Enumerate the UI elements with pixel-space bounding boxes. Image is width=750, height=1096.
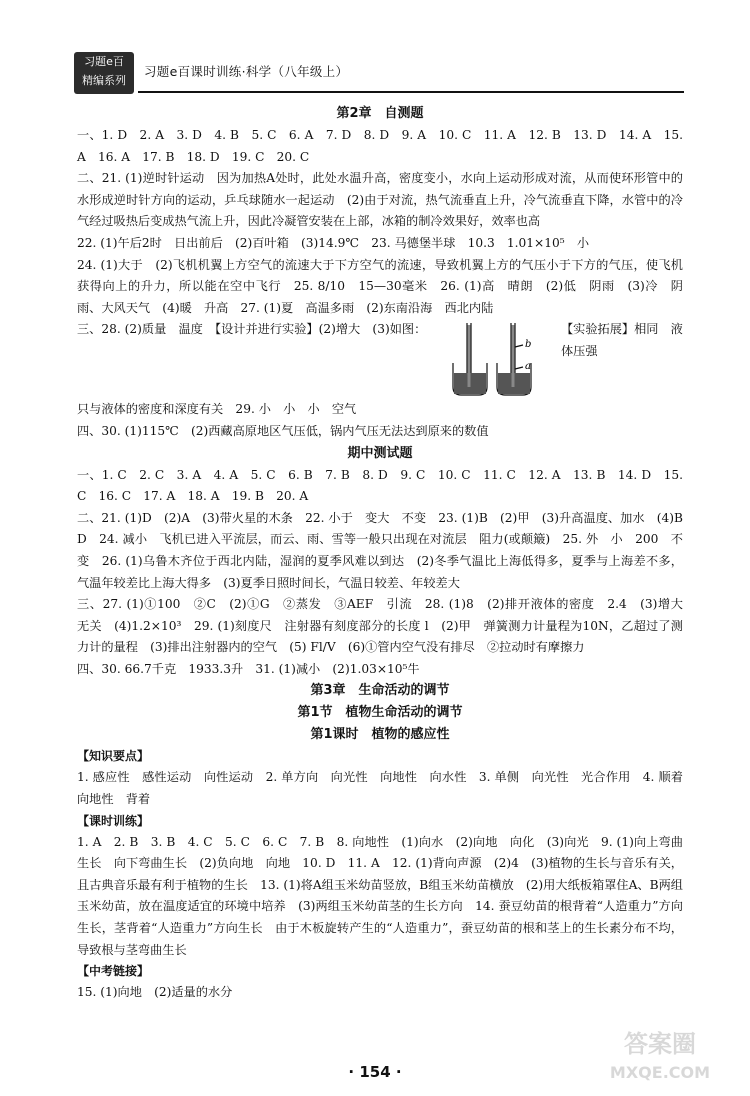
header-rule: [138, 91, 684, 93]
mid-section1: 一、1. C 2. C 3. A 4. A 5. C 6. B 7. B 8. D 9. C 10. C 11. C 12. A 13. B 14. D 15. C 16. C 17. A 18. A 19. B 20. A: [77, 467, 683, 504]
logo-line-1: 习题e百: [84, 55, 124, 68]
series-title: 习题e百课时训练·科学（八年级上）: [144, 64, 349, 79]
logo-line-2: 精编系列: [82, 74, 126, 87]
knowledge-points-tag: 【知识要点】: [77, 749, 150, 764]
chapter3-title: 第3章 生命活动的调节: [310, 683, 450, 699]
watermark-logo: [590, 1022, 730, 1086]
ch2-section1: 一、1. D 2. A 3. D 4. B 5. C 6. A 7. D 8. D 9. A 10. C 11. A 12. B 13. D 14. A 15. A 16. A 17. B 18. D 19. C 20. C: [77, 128, 683, 164]
lesson1-title: 第1课时 植物的感应性: [310, 727, 450, 743]
figure-label-b: b: [525, 339, 532, 351]
ch2-q28-row: [77, 319, 683, 399]
ch2-section2-q21: 二、21. (1)逆时针运动 因为加热A处时，此处水温升高，密度变小，水向上运动形成对流，从而使环形管中的水形成逆时针方向的运动，乒乓球随水一起运动 (2)由于对流，热气流垂直上升，冷气流垂直下降，水管中的冷气经过吸热后变成热气流上升，因此冷凝管安装在上部，冰箱的制冷效果好，效率也高: [77, 171, 683, 229]
page-number: · 154 ·: [348, 1063, 402, 1081]
ch2-q28-extension: 【实验拓展】相同 液体压强: [561, 322, 683, 358]
midterm-title: 期中测试题: [347, 445, 413, 461]
exam-link-text: 15. (1)向地 (2)适量的水分: [77, 985, 233, 1000]
exam-link-tag: 【中考链接】: [77, 964, 150, 979]
experiment-figure: [443, 323, 553, 399]
mid-section2: 二、21. (1)D (2)A (3)带火星的木条 22. 小于 变大 不变 23. (1)B (2)甲 (3)升高温度、加水 (4)BD 24. 减小 飞机已进入平流层，而云、雨、雪等一般只出现在对流层 阻力(或颠簸) 25. 外 小 200 不变 26. (1)乌鲁木齐位于西北内陆，湿润的夏季风难以到达 (2)冬季气温比上海低得多，夏季与上海差不多，气温年较差比上海大得多 (3)夏季日照时间长，气温日较差、年较差大: [77, 510, 683, 590]
section1-title: 第1节 植物生命活动的调节: [297, 705, 463, 721]
watermark-text-1: 答案圈: [624, 1030, 696, 1058]
page-header: [74, 52, 684, 96]
series-logo: [74, 52, 134, 94]
ch2-q28-cont-q29: 只与液体的密度和深度有关 29. 小 小 小 空气: [77, 402, 357, 417]
mid-section4: 四、30. 66.7千克 1933.3升 31. (1)减小 (2)1.03×10⁵牛: [77, 661, 420, 676]
ch2-q28-text: 三、28. (2)质量 温度 【设计并进行实验】(2)增大 (3)如图：: [77, 322, 427, 337]
ch2-q22-q23: 22. (1)午后2时 日出前后 (2)百叶箱 (3)14.9℃ 23. 马德堡半球 10.3 1.01×10⁵ 小: [77, 235, 590, 250]
answer-content: [77, 103, 696, 1004]
mid-section3: 三、27. (1)①100 ②C (2)①G ②蒸发 ③AEF 引流 28. (1)8 (2)排开液体的密度 2.4 (3)增大 无关 (4)1.2×10³ 29. (1)刻度尺 注射器有刻度部分的长度 l (2)甲 弹簧测力计量程为10N，乙超过了测力计的量程 (3)排出注射器内的空气 (5) Fl/V (6)①管内空气没有排尽 ②拉动时有摩擦力: [77, 597, 696, 655]
figure-label-a: a: [525, 361, 531, 373]
knowledge-points-text: 1. 感应性 感性运动 向性运动 2. 单方向 向光性 向地性 向水性 3. 单侧 向光性 光合作用 4. 顺着 向地性 背着: [77, 770, 696, 807]
lesson-training-tag: 【课时训练】: [77, 813, 150, 828]
ch2-q24-q27: 24. (1)大于 (2)飞机机翼上方空气的流速大于下方空气的流速，导致机翼上方的气压小于下方的气压，使飞机获得向上的升力，所以能在空中飞行 25. 8/10 15—30毫米 26. (1)高 晴朗 (2)低 阴雨 (3)冷 阴雨、大风天气 (4)暖 升高 27. (1)夏 高温多雨 (2)东南沿海 西北内陆: [77, 257, 683, 315]
lesson-training-text: 1. A 2. B 3. B 4. C 5. C 6. C 7. B 8. 向地性 (1)向水 (2)向地 向化 (3)向光 9. (1)向上弯曲生长 向下弯曲生长 (2)负向地 向地 10. D 11. A 12. (1)背向声源 (2)4 (3)植物的生长与音乐有关，且古典音乐最有利于植物的生长 13. (1)将A组玉米幼苗竖放，B组玉米幼苗横放 (2)用大纸板箱罩住A、B两组玉米幼苗，放在温度适宜的环境中培养 (3)两组玉米幼苗茎的生长方向 14. 蚕豆幼苗的根背着“人造重力”方向生长，茎背着“人造重力”方向生长 由于木板旋转产生的“人造重力”，蚕豆幼苗的根和茎上的生长素分布不均，导致根与茎弯曲生长: [77, 834, 683, 957]
chapter2-title: 第2章 自测题: [336, 106, 424, 121]
watermark-text-2: MXQE.COM: [609, 1063, 711, 1082]
ch2-section4-q30: 四、30. (1)115℃ (2)西藏高原地区气压低，锅内气压无法达到原来的数值: [77, 423, 489, 438]
